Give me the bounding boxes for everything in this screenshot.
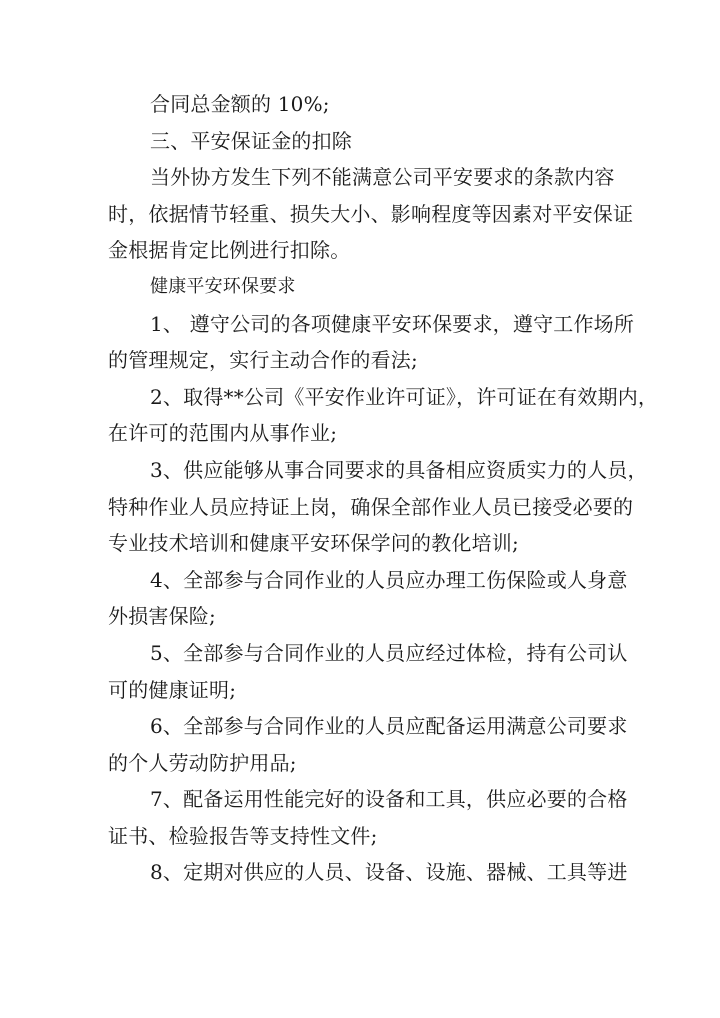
document-line: 5、全部参与合同作业的人员应经过体检，持有公司认 [150,640,628,665]
document-line: 在许可的范围内从事作业; [108,421,338,446]
document-line: 6、全部参与合同作业的人员应配备运用满意公司要求 [150,714,628,739]
document-line: 当外协方发生下列不能满意公司平安要求的条款内容 [150,165,615,190]
document-line: 可的健康证明; [108,677,237,702]
document-line: 健康平安环保要求 [150,275,296,297]
document-body [108,86,659,891]
document-line: 三、平安保证金的扣除 [150,128,352,153]
document-line: 金根据肯定比例进行扣除。 [108,238,351,263]
document-line: 时，依据情节轻重、损失大小、影响程度等因素对平安保证 [108,201,634,226]
document-line: 证书、检验报告等支持性文件; [108,823,378,848]
document-line: 合同总金额的 10%; [150,92,330,116]
document-line: 的个人劳动防护用品; [108,750,297,775]
document-line: 7、配备运用性能完好的设备和工具，供应必要的合格 [150,787,628,812]
document-line: 1、 遵守公司的各项健康平安环保要求，遵守工作场所 [150,311,635,336]
document-line: 2、取得**公司《平安作业许可证》，许可证在有效期内， [150,384,659,409]
document-line: 外损害保险; [108,604,216,629]
document-line: 8、定期对供应的人员、设备、设施、器械、工具等进 [150,860,628,885]
document-line: 专业技术培训和健康平安环保学问的教化培训; [108,531,519,556]
document-line: 4、全部参与合同作业的人员应办理工伤保险或人身意 [150,567,628,592]
document-line: 的管理规定，实行主动合作的看法; [108,348,418,373]
document-line: 特种作业人员应持证上岗，确保全部作业人员已接受必要的 [108,494,634,519]
document-line: 3、供应能够从事合同要求的具备相应资质实力的人员， [150,457,648,482]
